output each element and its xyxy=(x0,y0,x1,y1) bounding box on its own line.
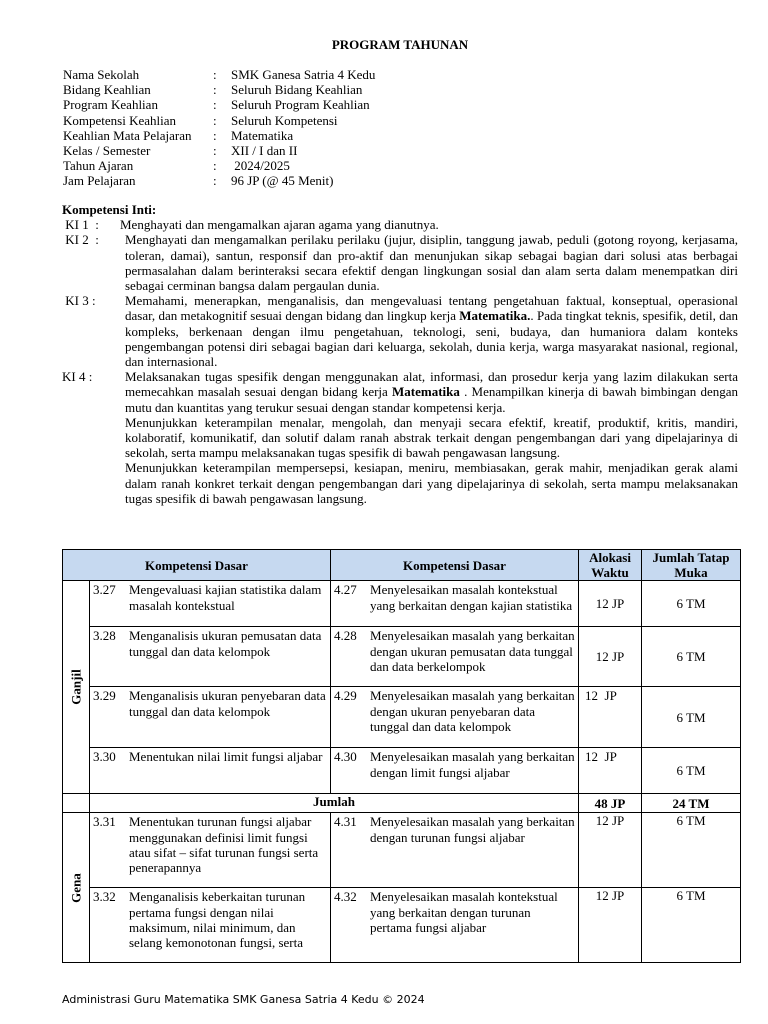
jumlah-tm: 6 TM xyxy=(642,581,741,627)
ki-label: KI 4 : xyxy=(62,369,93,385)
semester-ganjil xyxy=(63,581,90,794)
alokasi-waktu: 12 JP xyxy=(579,627,642,687)
kd-3-text: Menentukan turunan fungsi aljabar menggunakan definisi limit fungsi atau sifat – sifat turunan fungsi serta penerapannya xyxy=(129,814,319,876)
ki-2 xyxy=(62,232,738,293)
alokasi-waktu: 12 JP xyxy=(579,813,642,888)
ki-text: Melaksanakan tugas spesifik dengan menggunakan alat, informasi, dan prosedur kerja yang lazim dilakukan serta memecahkan masalah sesuai dengan bidang kerja Matematika . Menampilkan kinerja di bawah bimbingan dengan mutu dan kuantitas yang terukur sesuai dengan standar kompetensi kerja. Menunjukkan keterampilan menalar, mengolah, dan menyaji secara efektif, kreatif, produktif, kritis, mandiri, kolaboratif, komunikatif, dan solutif dalam ranah abstrak terkait dengan pengembangan dari yang dipelajarinya di sekolah, serta mampu melaksanakan tugas spesifik di bawah pengawasan langsung. Menunjukkan keterampilan mempersepsi, kesiapan, meniru, membiasakan, gerak mahir, menjadikan gerak alami dalam ranah konkret terkait dengan pengembangan dari yang dipelajarinya di sekolah, serta mampu melaksanakan tugas spesifik di bawah pengawasan langsung. xyxy=(125,369,738,506)
kompetensi-dasar-table xyxy=(62,549,741,963)
table-row: 3.29 Menganalisis ukuran penyebaran data tunggal dan data kelompok 4.29 Menyelesaikan masalah yang berkaitan dengan ukuran penyebaran data tunggal dan data kelompok 12 JP 6 TM xyxy=(63,687,741,748)
kompetensi-inti xyxy=(62,202,738,506)
identity-value: 2024/2025 xyxy=(231,158,290,174)
jumlah-tm: 6 TM xyxy=(642,748,741,794)
alokasi-waktu: 12 JP xyxy=(579,888,642,963)
jumlah-tm: 6 TM xyxy=(642,888,741,963)
table-row: 3.32 Menganalisis keberkaitan turunan pertama fungsi dengan nilai maksimum, nilai minimum, dan selang kemonotonan fungsi, serta 4.32 Menyelesaikan masalah kontekstual yang berkaitan dengan turunan pertama fungsi aljabar 12 JP 6 TM xyxy=(63,888,741,963)
identity-label: Program Keahlian xyxy=(63,97,158,113)
identity-value: SMK Ganesa Satria 4 Kedu xyxy=(231,67,376,82)
ki-label: KI 3 : xyxy=(62,293,96,309)
kd-3-text: Menganalisis ukuran penyebaran data tunggal dan data kelompok xyxy=(129,688,326,719)
identity-label: Jam Pelajaran xyxy=(63,173,136,189)
identity-value: Seluruh Program Keahlian xyxy=(231,97,370,113)
alokasi-waktu: 12 JP xyxy=(579,581,642,627)
header-alokasi: Alokasi Waktu xyxy=(579,550,642,581)
ki-text: Menghayati dan mengamalkan perilaku perilaku (jujur, disiplin, tanggung jawab, peduli (gotong royong, kerjasama, toleran, damai), santun, responsif dan pro-aktif dan menunjukan sikap sebagai bagian dari solusi atas berbagai permasalahan dalam berinteraksi secara efektif dengan lingkungan sosial dan alam serta dalam menempatkan diri sebagai cerminan bangsa dalam pergaulan dunia. xyxy=(125,232,738,294)
identity-value: 96 JP (@ 45 Menit) xyxy=(231,173,334,189)
semester-genap xyxy=(63,813,90,963)
sum-tm: 24 TM xyxy=(642,794,741,813)
jumlah-tm: 6 TM xyxy=(642,687,741,748)
identity-value: Seluruh Kompetensi xyxy=(231,112,338,128)
table-row: Gena 3.31 Menentukan turunan fungsi aljabar menggunakan definisi limit fungsi atau sifat – sifat turunan fungsi serta penerapannya 4.31 Menyelesaikan masalah yang berkaitan dengan turunan fungsi aljabar 12 JP 6 TM xyxy=(63,813,741,888)
identity-value: XII / I dan II xyxy=(231,142,298,158)
ki-3 xyxy=(62,293,738,369)
table-header-row xyxy=(63,550,741,581)
kd-3-text: Menganalisis ukuran pemusatan data tunggal dan data kelompok xyxy=(129,628,322,659)
ki-text: Memahami, menerapkan, menganalisis, dan mengevaluasi tentang pengetahuan faktual, konseptual, operasional dasar, dan metakognitif sesuai dengan bidang dan lingkup kerja Matematika.. Pada tingkat teknis, spesifik, detil, dan kompleks, berkenaan dengan ilmu pengetahuan, teknologi, seni, budaya, dan humaniora dalam konteks pengembangan potensi diri sebagai bagian dari keluarga, sekolah, dunia kerja, warga masyarakat nasional, regional, dan internasional. xyxy=(125,293,738,370)
sum-jp: 48 JP xyxy=(579,794,642,813)
semester-label: Gena xyxy=(68,873,84,903)
jumlah-tm: 6 TM xyxy=(642,813,741,888)
sum-row xyxy=(63,794,741,813)
table-row: 3.30 Menentukan nilai limit fungsi aljabar 4.30 Menyelesaikan masalah yang berkaitan dengan limit fungsi aljabar 12 JP 6 TM xyxy=(63,748,741,794)
alokasi-waktu: 12 JP xyxy=(579,748,642,794)
identity-label: Keahlian Mata Pelajaran xyxy=(63,127,192,143)
subject-name: Matematika xyxy=(392,384,460,400)
ki-heading: Kompetensi Inti: xyxy=(62,202,157,217)
kd-4-text: Menyelesaikan masalah kontekstual yang berkaitan dengan turunan pertama fungsi aljabar xyxy=(370,889,558,935)
ki-label: KI 2 : xyxy=(62,232,99,248)
page-title: PROGRAM TAHUNAN xyxy=(331,37,469,52)
kd-3-text: Menganalisis keberkaitan turunan pertama fungsi dengan nilai maksimum, nilai minimum, dan selang kemonotonan fungsi, serta xyxy=(129,889,306,951)
header-kd-4: Kompetensi Dasar xyxy=(331,550,579,581)
header-kd-3: Kompetensi Dasar xyxy=(63,550,331,581)
kd-4-text: Menyelesaikan masalah yang berkaitan dengan turunan fungsi aljabar xyxy=(370,814,575,845)
semester-label: Ganjil xyxy=(68,669,84,706)
identity-value: Seluruh Bidang Keahlian xyxy=(231,82,363,98)
kd-3-text: Mengevaluasi kajian statistika dalam masalah kontekstual xyxy=(129,582,322,613)
identity-label: Nama Sekolah xyxy=(63,67,140,82)
table-row: 3.28 Menganalisis ukuran pemusatan data tunggal dan data kelompok 4.28 Menyelesaikan masalah yang berkaitan dengan ukuran pemusatan data tunggal dan data berkelompok 12 JP 6 TM xyxy=(63,627,741,687)
ki-paragraph: Menunjukkan keterampilan menalar, mengolah, dan menyaji secara efektif, kreatif, produktif, kritis, mandiri, kolaboratif, komunikatif, dan solutif dalam ranah abstrak terkait dengan pengembangan dari yang dipelajarinya di sekolah, serta mampu melaksanakan tugas spesifik di bawah pengawasan langsung. xyxy=(125,414,738,461)
subject-name: Matematika. xyxy=(459,308,531,324)
identity-label: Kompetensi Keahlian xyxy=(63,112,176,128)
alokasi-waktu: 12 JP xyxy=(579,687,642,748)
sum-label: Jumlah xyxy=(90,794,579,813)
ki-text: Menghayati dan mengamalkan ajaran agama yang dianutnya. xyxy=(120,217,439,233)
jumlah-tm: 6 TM xyxy=(642,627,741,687)
kd-4-text: Menyelesaikan masalah yang berkaitan dengan ukuran pemusatan data tunggal dan data berkelompok xyxy=(370,628,575,674)
identity-label: Bidang Keahlian xyxy=(63,82,151,98)
kd-4-text: Menyelesaikan masalah yang berkaitan dengan ukuran penyebaran data tunggal dan data kelompok xyxy=(370,688,575,734)
ki-1 xyxy=(62,217,738,232)
ki-4 xyxy=(62,369,738,506)
page-footer: Administrasi Guru Matematika SMK Ganesa Satria 4 Kedu © 2024 xyxy=(62,993,425,1006)
identity-label: Tahun Ajaran xyxy=(63,158,134,174)
kd-4-text: Menyelesaikan masalah kontekstual yang berkaitan dengan kajian statistika xyxy=(370,582,573,613)
ki-paragraph: Menunjukkan keterampilan mempersepsi, kesiapan, meniru, membiasakan, gerak mahir, menjadikan gerak alami dalam ranah konkret terkait dengan pengembangan dari yang dipelajarinya di sekolah, serta mampu melaksanakan tugas spesifik di bawah pengawasan langsung. xyxy=(125,460,738,506)
identity-value: Matematika xyxy=(231,127,294,143)
kd-3-text: Menentukan nilai limit fungsi aljabar xyxy=(129,749,323,765)
identity-label: Kelas / Semester xyxy=(63,142,151,158)
ki-label: KI 1 : xyxy=(62,217,99,233)
kd-4-text: Menyelesaikan masalah yang berkaitan dengan limit fungsi aljabar xyxy=(370,749,575,780)
table-row: Ganjil 3.27 Mengevaluasi kajian statistika dalam masalah kontekstual 4.27 Menyelesaikan masalah kontekstual yang berkaitan dengan kajian statistika 12 JP 6 TM xyxy=(63,581,741,627)
header-jumlah: Jumlah Tatap Muka xyxy=(642,550,741,581)
